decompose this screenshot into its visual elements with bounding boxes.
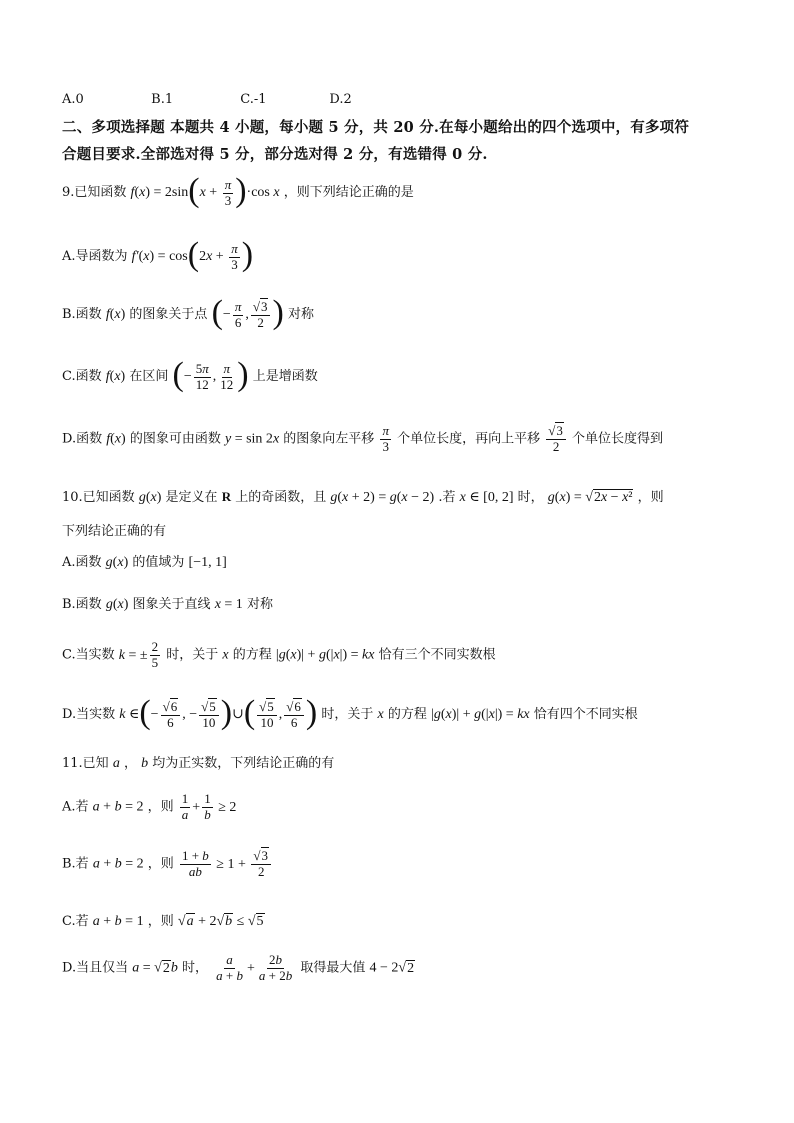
question-10-option-c: C.当实数 k = ± $\frac{2}{5}$ 时，关于 x 的方程 |g(x)| + g(|x|) = kx 恰有三个不同实数根	[62, 639, 496, 670]
question-9-option-d: D.函数 f(x) 的图象可由函数 y = sin 2x 的图象向左平移 $\frac{\pi}{3}$ 个单位长度，再向上平移 $\frac{√3}{2}$ 个单位长度得到	[62, 423, 664, 454]
question-11-stem: 11.已知 a ， b 均为正实数，下列结论正确的有	[62, 756, 335, 771]
option-d: D.2	[329, 92, 352, 107]
formula: f′(x) = cos(2x + $\frac{\pi}{3}$ )	[131, 236, 254, 273]
question-11-option-a: A.若 a + b = 2 ，则 $\frac{1}{a}$ + $\frac{1}{b}$ ≥ 2	[62, 791, 237, 822]
question-10-option-d: D.当实数 k ∈(− $\frac{√6}{6}$ , − $\frac{√5}{10}$ )∪( $\frac{√5}{10}$ , $\frac{√6}{6}$ ) 时，关于 x 的方程 |g(x)| + g(|x|) = kx 恰有四个不同实根	[62, 694, 638, 731]
question-10-option-b: B.函数 g(x) 图象关于直线 x = 1 对称	[62, 597, 273, 612]
formula: f(x)	[105, 307, 126, 323]
question-9-option-a: A.导函数为 f′(x) = cos(2x + $\frac{\pi}{3}$ )	[62, 236, 254, 273]
question-11-option-b: B.若 a + b = 2 ，则 $\frac{1 + b}{ab}$ ≥ 1 + $\frac{√3}{2}$	[62, 849, 273, 880]
section-header-line2: 合题目要求.全部选对得 5 分，部分选对得 2 分，有选错得 0 分.	[62, 146, 488, 163]
option-c: C.-1	[240, 92, 267, 107]
formula: f(x)	[106, 431, 126, 447]
formula: (− $\frac{5\pi}{12}$ , $\frac{\pi}{12}$ )	[172, 356, 249, 393]
option-a: A.0	[62, 92, 84, 107]
question-11-option-d: D.当且仅当 a = √2b 时， $\frac{a}{a + b}$ + $\frac{2b}{a + 2b}$ 取得最大值 4 − 2√2	[62, 952, 415, 983]
section-header-line1: 二、多项选择题 本题共 4 小题，每小题 5 分，共 20 分.在每小题给出的四个选项中，有多项符	[62, 119, 690, 136]
formula: $\frac{\pi}{3}$	[382, 423, 389, 454]
previous-question-options	[62, 92, 414, 107]
formula: (− $\frac{\pi}{6}$ , $\frac{√3}{2}$ )	[211, 294, 284, 331]
question-10-stem-line2: 下列结论正确的有	[62, 524, 167, 539]
formula: f(x)	[105, 369, 126, 385]
question-10-stem: 10.已知函数 g(x) 是定义在 R 上的奇函数，且 g(x + 2) = g(x − 2) .若 x ∈ [0, 2] 时， g(x) = √2x − x² ，则	[62, 489, 664, 505]
formula: f(x) = 2sin(x + $\frac{\pi}{3}$ )·cos x	[130, 172, 280, 209]
question-11-option-c: C.若 a + b = 1 ，则 √a + 2√b ≤ √5	[62, 914, 264, 929]
formula: y = sin 2x	[224, 431, 280, 447]
question-10-option-a: A.函数 g(x) 的值域为 [−1, 1]	[62, 555, 227, 570]
question-9-option-b: B.函数 f(x) 的图象关于点 (− $\frac{\pi}{6}$ , $\frac{√3}{2}$ ) 对称	[62, 294, 314, 331]
option-b: B.1	[151, 92, 174, 107]
question-9-option-c: C.函数 f(x) 在区间 (− $\frac{5\pi}{12}$ , $\frac{\pi}{12}$ ) 上是增函数	[62, 356, 318, 393]
formula: $\frac{√3}{2}$	[544, 432, 568, 447]
question-9-stem: 9.已知函数 f(x) = 2sin(x + $\frac{\pi}{3}$ )·cos x ，则下列结论正确的是	[62, 172, 414, 209]
